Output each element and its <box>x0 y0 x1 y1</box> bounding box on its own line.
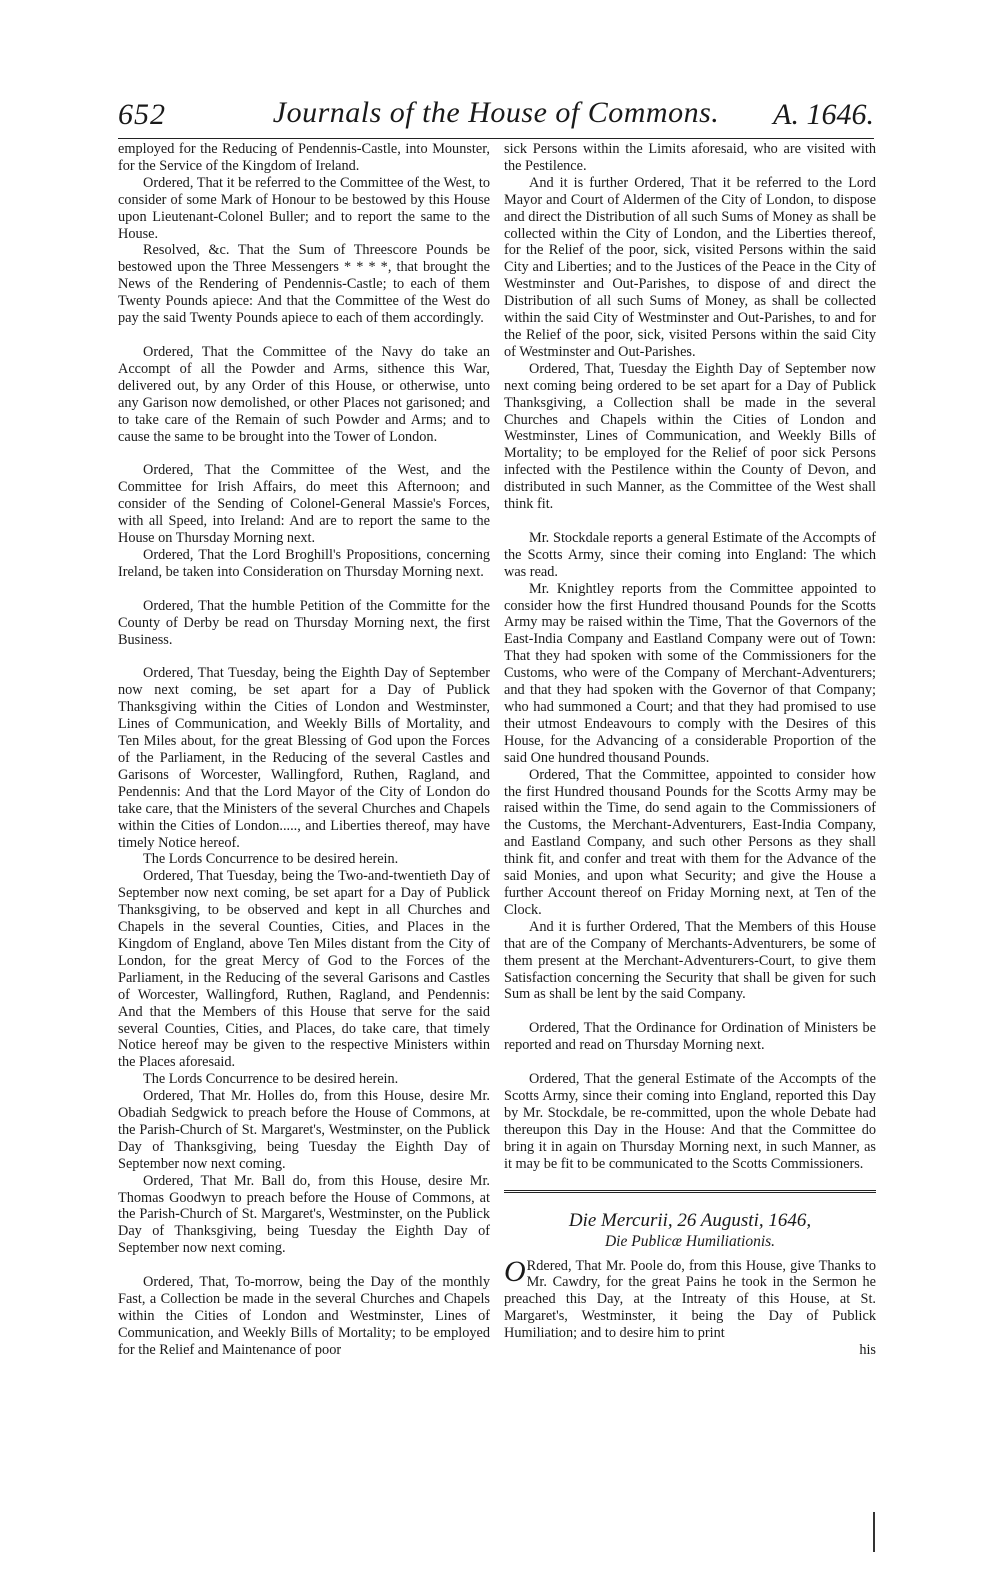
paragraph: employed for the Reducing of Pendennis-Castle, into Mounster, for the Service of the Kingdom of Ireland. <box>118 141 490 174</box>
paragraph: Ordered, That the general Estimate of the Accompts of the Scotts Army, since their coming into England, reported this Day by Mr. Stockdale, be re-committed, upon the whole Debate had thereupon this Day in the House: And that the Committee do bring it in again on Thursday Morning next, in such Manner, as it may be fit to be communicated to the Scotts Commissioners. <box>504 1071 876 1172</box>
paragraph: Ordered, That the Committee of the Navy do take an Accompt of all the Powder and Arms, sithence this War, delivered out, by any Order of this House, or otherwise, unto any Garison now demolished, or other Places not garisoned; and to take care of the Remain of such Powder and Arms; and to cause the same to be brought into the Tower of London. <box>118 343 490 445</box>
drop-cap: O <box>504 1254 526 1288</box>
paragraph: Ordered, That the Committee, appointed to consider how the first Hundred thousand Pounds for the Scotts Army may be raised within the Time, do send again to the Commissioners of the Customs, the Merchant-Adventurers, East-India Company, and Eastland Company, and such other Persons as they shall think fit, and confer and treat with them for the Advance of the said Monies, and upon what Security; and give the House a further Account thereof on Friday Morning next, at Ten of the Clock. <box>504 766 876 918</box>
paragraph: The Lords Concurrence to be desired herein. <box>143 851 399 868</box>
page-header <box>118 96 874 139</box>
paragraph: Ordered, That, To-morrow, being the Day of the monthly Fast, a Collection be made in the several Churches and Chapels within the Cities of London and Westminster, Lines of Communication, and Weekly Bills of Mortality; to be employed for the Relief and Maintenance of poor <box>118 1274 490 1358</box>
paragraph: Ordered, That the Ordinance for Ordination of Ministers be reported and read on Thursday Morning next. <box>504 1020 876 1054</box>
running-title: Journals of the House of Commons. <box>272 96 720 129</box>
paragraph: Ordered, That the Lord Broghill's Propositions, concerning Ireland, be taken into Consideration on Thursday Morning next. <box>118 546 490 580</box>
paragraph: Ordered, That Tuesday, being the Two-and-twentieth Day of September now next coming, be set apart for a Day of Publick Thanksgiving, to be observed and kept in all Churches and Chapels in the several Counties, Cities, and Places in the Kingdom of England, above Ten Miles distant from the City of London, for the great Mercy of God to the Forces of the Parliament, in the Reducing of the several Garisons and Castles of Worcester, Wallingford, Ruthen, Ragland, and Pendennis: And that the Members of this House that serve for the said several Counties, Cities, and Places, do take care, that timely Notice hereof may be given to the respective Ministers within the Places aforesaid. <box>118 868 490 1071</box>
section-divider <box>504 1190 876 1193</box>
left-column <box>118 141 490 1359</box>
paragraph: Mr. Knightley reports from the Committee appointed to consider how the first Hundred thousand Pounds for the Scotts Army may be raised within the Time, That the Governors of the East-India Company and Eastland Company were out of Town: That they had spoken with some of the Commissioners for the Customs, who were of the Company of Merchant-Adventurers; and that they had spoken with the Governor of that Company; who had summoned a Court; and that they had promised to use their utmost Endeavours to comply with the Desires of this House, for the Advancing of a considerable Proportion of the said One hundred thousand Pounds. <box>504 580 876 766</box>
paragraph: Ordered, That Mr. Holles do, from this House, desire Mr. Obadiah Sedgwick to preach before the House of Commons, at the Parish-Church of St. Margaret's, Westminster, on the Publick Day of Thanksgiving, being Tuesday the Eighth Day of September now next coming. <box>118 1088 490 1172</box>
final-entry <box>504 1254 876 1343</box>
paragraph: Ordered, That Tuesday, being the Eighth Day of September now next coming, be set apart for a Day of Publick Thanksgiving within the Cities of London and Westminster, Lines of Communication, and Weekly Bills of Mortality, and Ten Miles about, for the great Blessing of God upon the Forces of the Parliament, in the Reducing of the several Castles and Garisons of Worcester, Wallingford, Ruthen, Ragland, and Pendennis: And that the Lord Mayor of the City of London do take care, that the Ministers of the several Churches and Chapels within the Cities of London....., and Liberties thereof, may have timely Notice hereof. <box>118 665 490 851</box>
paragraph: Ordered, That Mr. Ball do, from this House, desire Mr. Thomas Goodwyn to preach before the House of Commons, at the Parish-Church of St. Margaret's, Westminster, on the Publick Day of Thanksgiving, being Tuesday the Eighth Day of September now next coming. <box>118 1172 490 1257</box>
paragraph: And it is further Ordered, That the Members of this House that are of the Company of Merchants-Adventurers, be some of them present at the Merchant-Adventurers-Court, to give them Satisfaction concerning the Security that shall be given for such Sum as shall be lent by the said Company. <box>504 918 876 1003</box>
paragraph: Ordered, That it be referred to the Committee of the West, to consider of some Mark of Honour to be bestowed by this House upon Lieutenant-Colonel Buller; and to report the same to the House. <box>118 174 490 242</box>
paragraph: Ordered, That, Tuesday the Eighth Day of September now next coming being ordered to be set apart for a Day of Publick Thanksgiving, a Collection shall be made in the several Churches and Chapels within the Cities of London and Westminster, Lines of Communication, and Weekly Bills of Mortality; to be employed for the Relief of poor sick Persons infected with the Pestilence within the County of Devon, and distributed in such Manner, as the Committee of the West shall think fit. <box>504 360 876 513</box>
paragraph: And it is further Ordered, That it be referred to the Lord Mayor and Court of Aldermen of the City of London, to dispose and direct the Distribution of all such Sums of Money as shall be collected within the City of London, and the Liberties thereof, for the Relief of the poor, sick, visited Persons within the said City and Liberties; and to the Justices of the Peace in the City of Westminster and Out-Parishes, to dispose of and direct the Distribution of all such Sums of Money, as shall be collected within the said City of Westminster and Out-Parishes, to and for the Relief of the poor, sick, visited Persons within the said City of Westminster and Out-Parishes. <box>504 174 876 360</box>
paragraph: Ordered, That the humble Petition of the Committe for the County of Derby be read on Thursday Morning next, the first Business. <box>118 597 490 648</box>
page-number: 652 <box>118 98 166 131</box>
right-column <box>504 141 876 1359</box>
paragraph: sick Persons within the Limits aforesaid, who are visited with the Pestilence. <box>504 141 876 174</box>
day-heading: Die Mercurii, 26 Augusti, 1646, <box>568 1209 812 1231</box>
paragraph: Ordered, That the Committee of the West, and the Committee for Irish Affairs, do meet this Afternoon; and consider of the Sending of Colonel-General Massie's Forces, with all Speed, into Ireland: And are to report the same to the House on Thursday Morning next. <box>118 462 490 547</box>
page-year: A. 1646. <box>773 98 874 131</box>
paragraph: The Lords Concurrence to be desired herein. <box>143 1071 399 1088</box>
day-subheading: Die Publicæ Humiliationis. <box>604 1232 776 1250</box>
catchword: his <box>859 1342 876 1359</box>
paragraph: Resolved, &c. That the Sum of Threescore Pounds be bestowed upon the Three Messengers * * * *, that brought the News of the Rendering of Pendennis-Castle; to each of them Twenty Pounds apiece: And that the Committee of the West do pay the said Twenty Pounds apiece to each of them accordingly. <box>118 242 490 327</box>
paragraph: Mr. Stockdale reports a general Estimate of the Accompts of the Scotts Army, since their coming into England: The which was read. <box>504 529 876 580</box>
margin-mark <box>873 1512 875 1552</box>
final-entry-text: Rdered, That Mr. Poole do, from this House, give Thanks to Mr. Cawdry, for the great Pains he took in the Sermon he preached this Day, at the Intreaty of this House, at St. Margaret's, Westminster, it being the Day of Publick Humiliation; and to desire him to print <box>504 1257 876 1342</box>
